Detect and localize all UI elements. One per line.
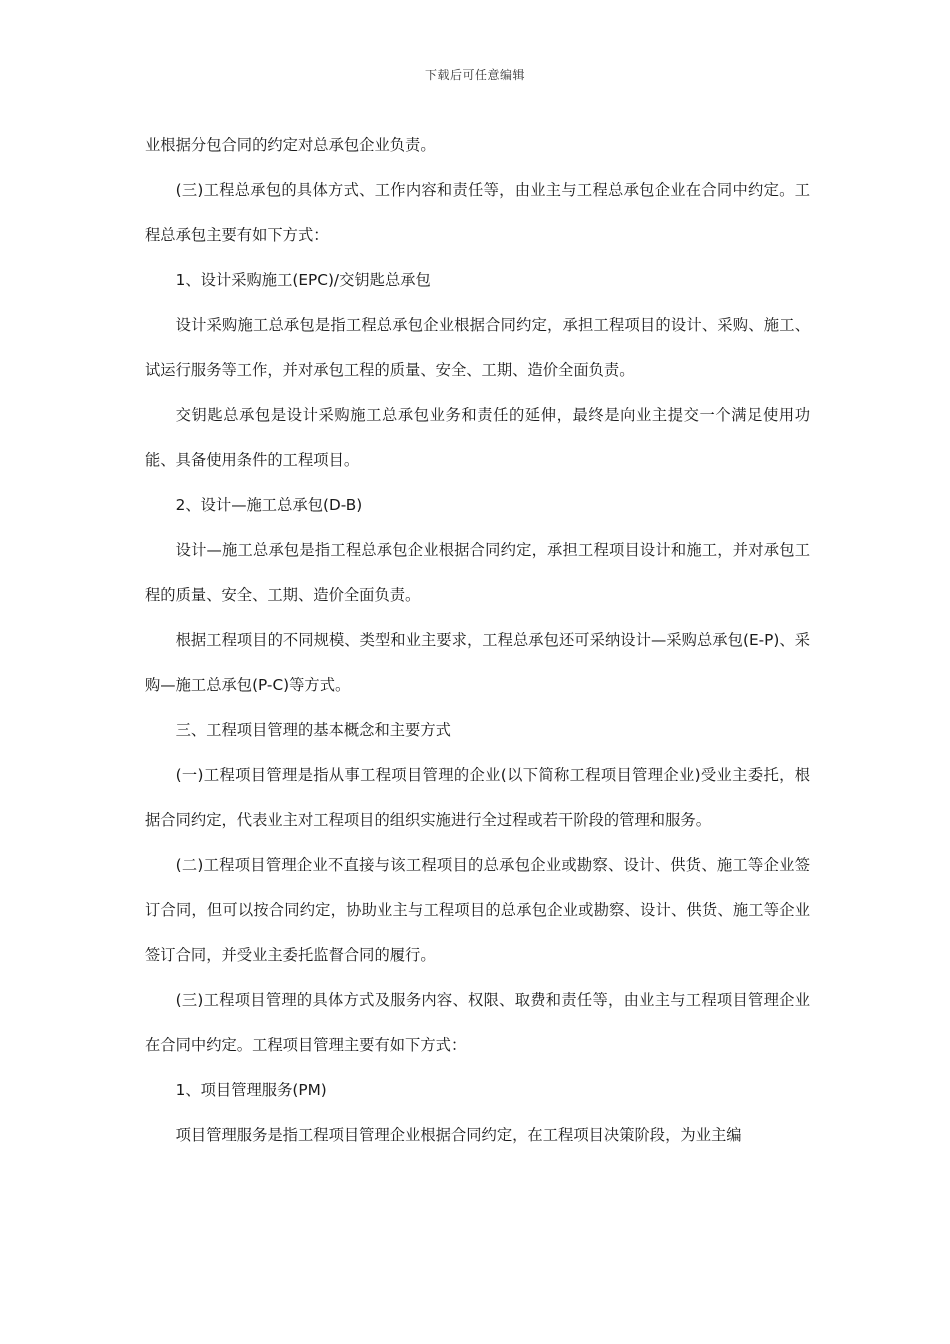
paragraph: 项目管理服务是指工程项目管理企业根据合同约定，在工程项目决策阶段，为业主编 [175,1126,742,1144]
paragraph: 交钥匙总承包是设计采购施工总承包业务和责任的延伸，最终是向业主提交一个满足使用功能、具备使用条件的工程项目。 [145,406,810,469]
paragraph: 根据工程项目的不同规模、类型和业主要求，工程总承包还可采纳设计—采购总承包(E-P)、采购—施工总承包(P-C)等方式。 [145,631,810,694]
paragraph: (二)工程项目管理企业不直接与该工程项目的总承包企业或勘察、设计、供货、施工等企业签订合同，但可以按合同约定，协助业主与工程项目的总承包企业或勘察、设计、供货、施工等企业签订合同，并受业主委托监督合同的履行。 [145,856,810,964]
document-body [145,123,810,1158]
paragraph: 设计—施工总承包是指工程总承包企业根据合同约定，承担工程项目设计和施工，并对承包工程的质量、安全、工期、造价全面负责。 [145,541,810,604]
paragraph: (一)工程项目管理是指从事工程项目管理的企业(以下简称工程项目管理企业)受业主委托，根据合同约定，代表业主对工程项目的组织实施进行全过程或若干阶段的管理和服务。 [145,766,810,829]
paragraph: 设计采购施工总承包是指工程总承包企业根据合同约定，承担工程项目的设计、采购、施工、试运行服务等工作，并对承包工程的质量、安全、工期、造价全面负责。 [145,316,810,379]
paragraph: 业根据分包合同的约定对总承包企业负责。 [145,136,436,154]
section-heading: 1、项目管理服务(PM) [175,1081,327,1099]
paragraph: (三)工程总承包的具体方式、工作内容和责任等，由业主与工程总承包企业在合同中约定。工程总承包主要有如下方式： [145,181,810,244]
section-heading: 2、设计—施工总承包(D-B) [175,496,363,514]
page-header: 下载后可任意编辑 [424,68,525,82]
section-heading: 1、设计采购施工(EPC)/交钥匙总承包 [175,271,431,289]
section-heading: 三、工程项目管理的基本概念和主要方式 [175,721,451,739]
paragraph: (三)工程项目管理的具体方式及服务内容、权限、取费和责任等，由业主与工程项目管理企业在合同中约定。工程项目管理主要有如下方式： [145,991,810,1054]
